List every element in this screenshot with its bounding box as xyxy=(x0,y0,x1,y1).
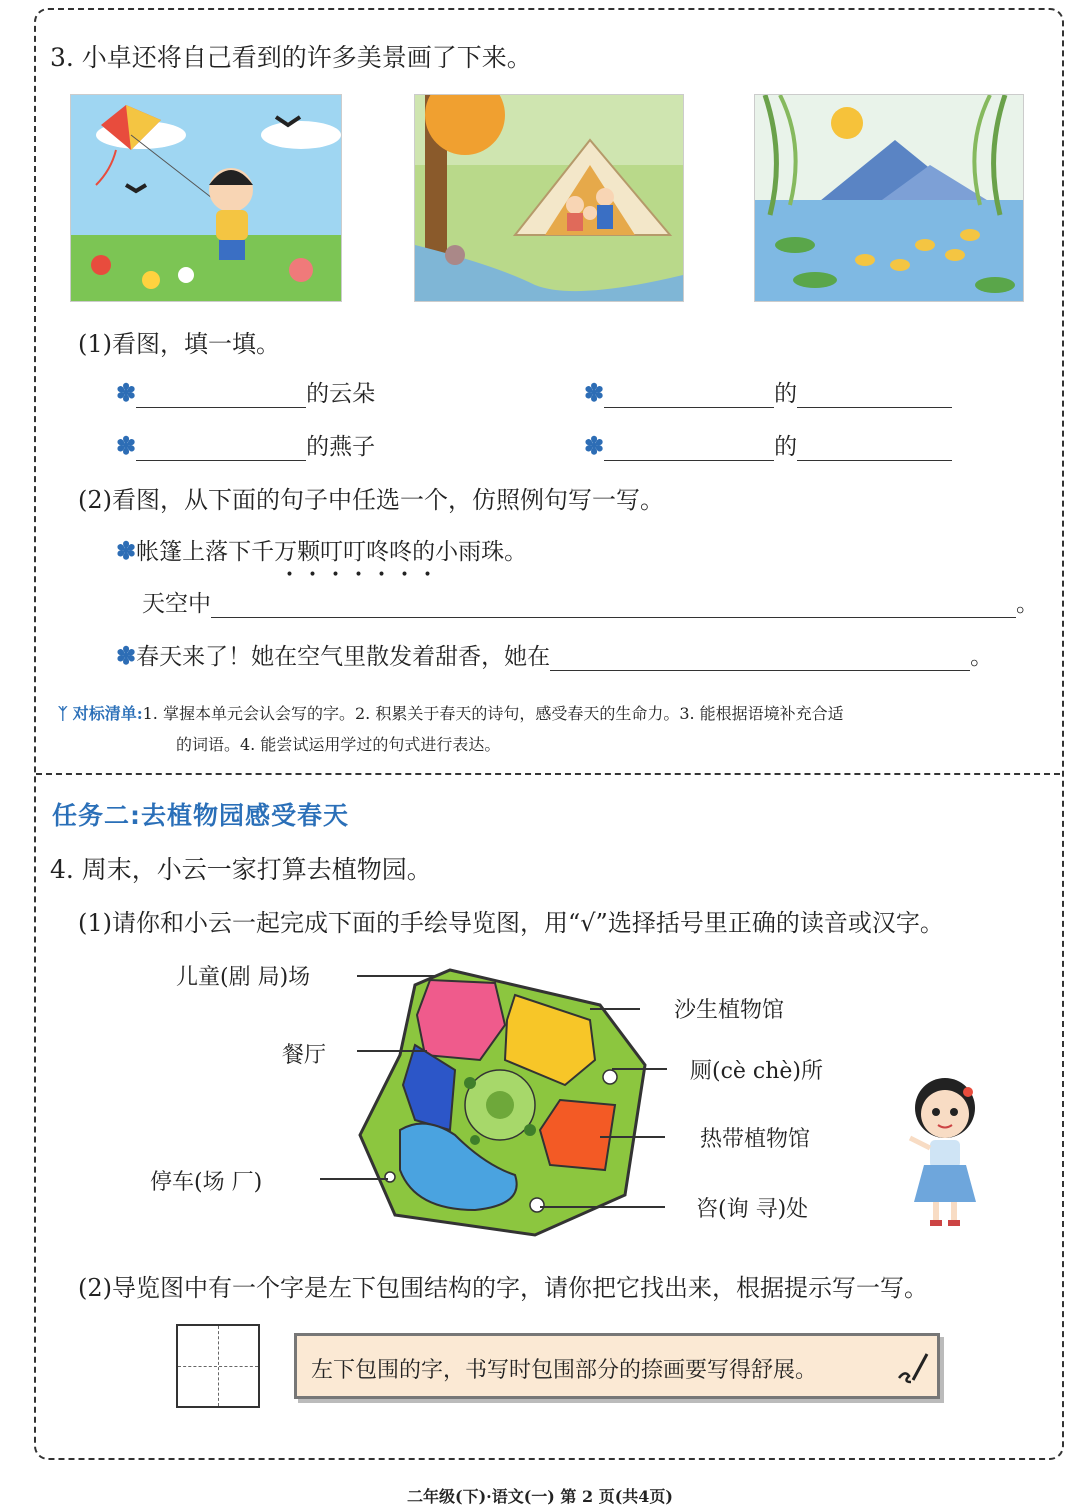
task2-title: 任务二:去植物园感受春天 xyxy=(52,801,349,830)
fill-row-1-right xyxy=(584,375,952,408)
garden-map xyxy=(355,965,675,1245)
flower-bullet-icon: ✽ xyxy=(116,378,137,407)
leader-line xyxy=(320,1178,388,1180)
answer-blank[interactable] xyxy=(797,381,952,408)
answer-blank[interactable] xyxy=(136,381,306,408)
leader-line xyxy=(357,975,437,977)
fill-row-2-left xyxy=(116,428,375,461)
section-divider xyxy=(36,773,1060,775)
q4-part2-title: (2)导览图中有一个字是左下包围结构的字，请你把它找出来，根据提示写一写。 xyxy=(78,1274,928,1302)
write-line-1 xyxy=(142,585,1039,618)
pencil-icon xyxy=(895,1348,931,1388)
label-toilet: 厕(cè chè)所 xyxy=(690,1059,824,1084)
q3-part1-title: (1)看图，填一填。 xyxy=(78,330,280,358)
label-tropical: 热带植物馆 xyxy=(700,1127,811,1152)
fill-middle: 的 xyxy=(774,434,798,460)
answer-blank[interactable] xyxy=(211,591,1016,618)
example-sentence-1 xyxy=(116,533,527,566)
flower-bullet-icon: ✽ xyxy=(584,431,605,460)
page-footer: 二年级(下)·语文(一) 第 2 页(共4页) xyxy=(407,1487,673,1506)
sprout-icon: ᛉ xyxy=(58,704,68,723)
answer-blank[interactable] xyxy=(797,434,952,461)
fill-suffix: 的云朵 xyxy=(306,381,376,407)
label-info: 咨(询 寻)处 xyxy=(696,1197,809,1222)
answer-blank[interactable] xyxy=(136,434,306,461)
q4-part1-title: (1)请你和小云一起完成下面的手绘导览图，用“√”选择括号里正确的读音或汉字。 xyxy=(78,909,944,937)
label-parking: 停车(场 厂) xyxy=(150,1170,263,1195)
leader-line xyxy=(357,1050,427,1052)
fill-row-1-left xyxy=(116,375,375,408)
example-text: 帐篷上落下千万颗叮叮咚咚的小雨珠。 xyxy=(136,539,528,565)
fill-suffix: 的燕子 xyxy=(306,434,376,460)
example-sentence-2 xyxy=(116,638,993,671)
q3-part2-title: (2)看图，从下面的句子中任选一个，仿照例句写一写。 xyxy=(78,486,664,514)
picture-child-kite xyxy=(70,94,342,302)
fill-middle: 的 xyxy=(774,381,798,407)
q4-title: 4. 周末，小云一家打算去植物园。 xyxy=(50,855,432,884)
flower-bullet-icon: ✽ xyxy=(116,641,137,670)
tip-box xyxy=(294,1333,940,1399)
leader-line xyxy=(600,1136,665,1138)
checklist-heading: 对标清单: xyxy=(72,704,143,723)
label-desert: 沙生植物馆 xyxy=(674,998,785,1023)
answer-blank[interactable] xyxy=(604,381,774,408)
checklist-line-1: 1. 掌握本单元会认会写的字。2. 积累关于春天的诗句，感受春天的生命力。3. 能根据语境补充合适 xyxy=(142,704,844,723)
girl-illustration xyxy=(900,1070,990,1230)
picture-lake-ducks xyxy=(754,94,1024,302)
answer-blank[interactable] xyxy=(604,434,774,461)
leader-line xyxy=(540,1206,665,1208)
flower-bullet-icon: ✽ xyxy=(584,378,605,407)
checklist xyxy=(58,698,1043,760)
flower-bullet-icon: ✽ xyxy=(116,536,137,565)
answer-blank[interactable] xyxy=(550,644,970,671)
label-theater: 儿童(剧 局)场 xyxy=(176,965,311,990)
period: 。 xyxy=(970,644,994,670)
leader-line xyxy=(590,1008,640,1010)
prompt-text: 天空中 xyxy=(142,591,211,617)
q3-title: 3. 小卓还将自己看到的许多美景画了下来。 xyxy=(50,43,532,72)
picture-family-tent xyxy=(414,94,684,302)
tip-text: 左下包围的字，书写时包围部分的捺画要写得舒展。 xyxy=(311,1358,818,1383)
period: 。 xyxy=(1016,591,1039,617)
leader-line xyxy=(612,1068,667,1070)
example-text: 春天来了！她在空气里散发着甜香，她在 xyxy=(136,644,551,670)
flower-bullet-icon: ✽ xyxy=(116,431,137,460)
checklist-line-2: 的词语。4. 能尝试运用学过的句式进行表达。 xyxy=(176,735,501,754)
writing-grid[interactable] xyxy=(176,1324,260,1408)
label-restaurant: 餐厅 xyxy=(282,1043,327,1068)
fill-row-2-right xyxy=(584,428,952,461)
emphasis-dots: • • • • • • • xyxy=(285,567,432,583)
